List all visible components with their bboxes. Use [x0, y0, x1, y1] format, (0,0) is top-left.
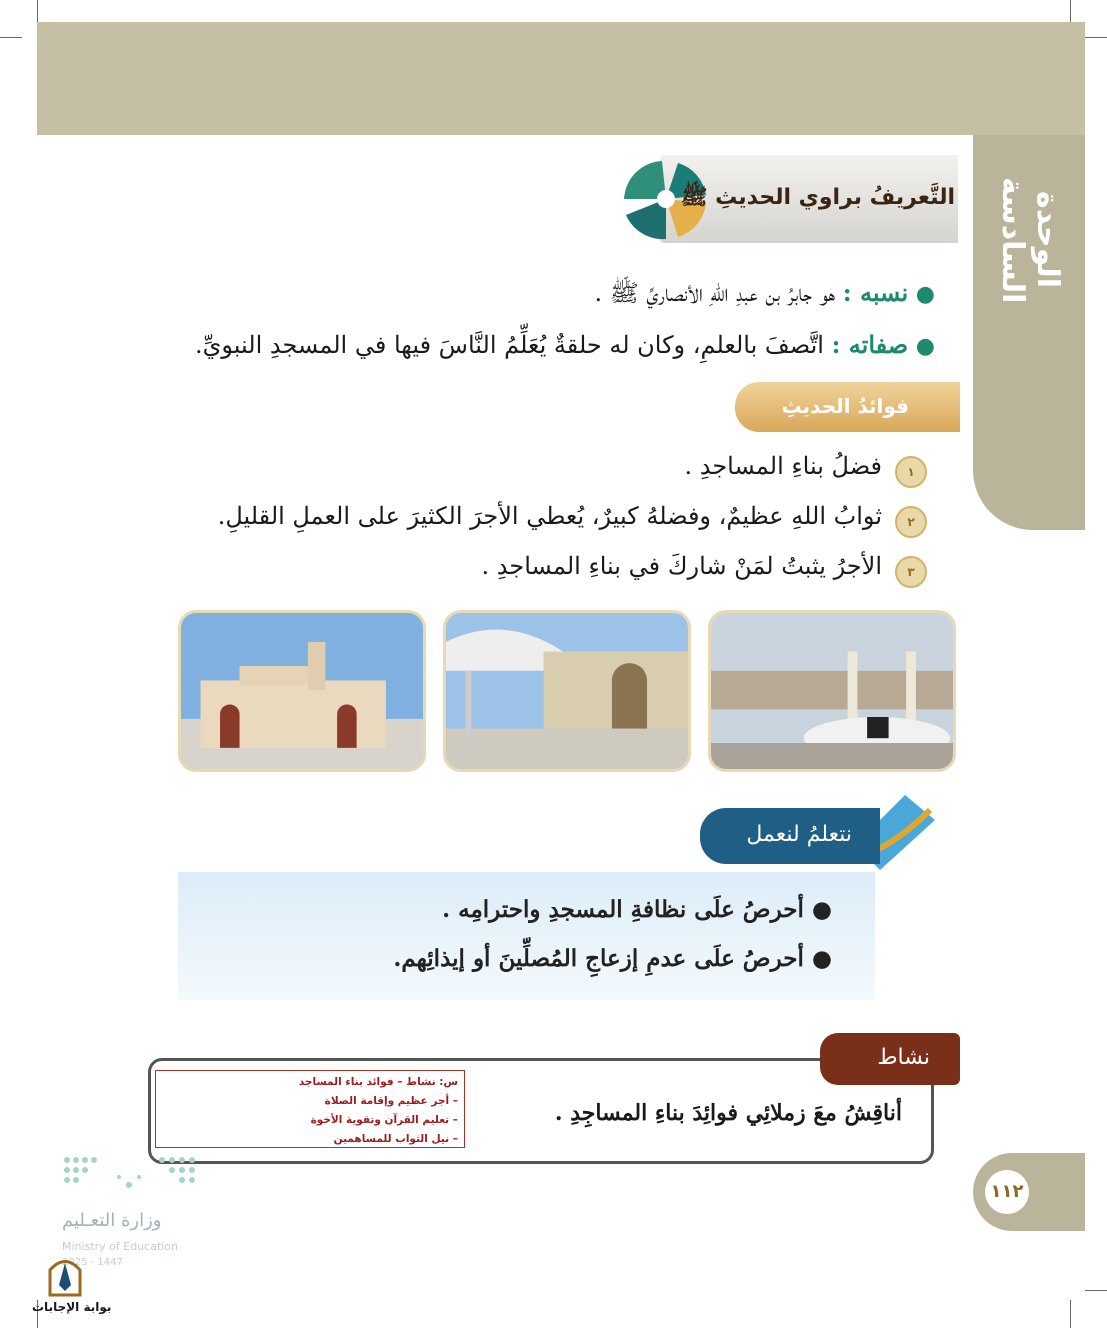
portal-logo-icon: [45, 1255, 85, 1297]
ministry-logo-icon: [62, 1155, 197, 1200]
crop-mark: [0, 37, 22, 38]
haram-photo: [708, 610, 956, 772]
number-badge: ٣: [895, 556, 927, 588]
prophet-mosque-photo: [443, 610, 691, 772]
learn-title: نتعلمُ لنعمل: [746, 822, 852, 847]
crop-mark: [1070, 1300, 1071, 1328]
page-number: ١١٢: [985, 1170, 1029, 1214]
answer-line: – أجر عظيم وإقامة الصلاة: [324, 1095, 458, 1107]
crop-mark: [1085, 37, 1107, 38]
ministry-year: 2025 - 1447: [62, 1257, 123, 1268]
activity-label: نشاط: [877, 1045, 930, 1070]
ministry-name-ar: وزارة التعـليم: [62, 1210, 162, 1231]
bullet-dot-icon: ●: [915, 282, 935, 307]
number-badge: ٢: [895, 506, 927, 538]
learn-item-text: أحرصُ علَى عدمِ إزعاجِ المُصلِّينَ أو إيذائِهم.: [393, 945, 804, 972]
bullet-dot-icon: ●: [915, 334, 935, 359]
learn-item-text: أحرصُ علَى نظافةِ المسجدِ واحترامِه .: [442, 896, 804, 923]
answer-line: – تعليم القرآن وتقوية الأخوة: [310, 1114, 458, 1126]
question-mark-icon: ?: [934, 1028, 962, 1084]
benefit-item: ثوابُ اللهِ عظيمٌ، وفضلهُ كبيرٌ، يُعطي الأجرَ الكثيرَ على العملِ القليلِ.: [217, 502, 882, 530]
benefits-title: فوائدُ الحديثِ: [781, 394, 909, 418]
crop-mark: [37, 0, 38, 22]
learn-panel: [178, 872, 875, 1000]
activity-question: أناقِشُ معَ زملائِي فوائِدَ بناءِ المساجِدِ .: [554, 1100, 902, 1126]
traits-text: اتَّصفَ بالعلمِ، وكان له حلقةٌ يُعَلِّمُ النَّاسَ فيها في المسجدِ النبويِّ.: [194, 331, 824, 359]
learn-item: [442, 896, 832, 923]
lineage-label: نسبه :: [842, 278, 909, 307]
answer-line: س: نشاط – فوائد بناء المساجد: [298, 1076, 458, 1088]
section-title: التَّعريفُ براوي الحديثِ ﷺ: [680, 185, 955, 210]
unit-title: الوحدة السادسة: [995, 176, 1065, 304]
number-badge: ١: [895, 456, 927, 488]
traits-line: [195, 330, 935, 359]
mosque-photo: [178, 610, 426, 772]
crop-mark: [1085, 1290, 1107, 1291]
crop-mark: [1070, 0, 1071, 22]
lineage-text: هو جابرُ بن عبدِ اللهِ الأنصاريِّ ﷺ .: [594, 279, 836, 307]
answer-line: – نيل الثواب للمساهمين: [333, 1133, 458, 1145]
header-band: [37, 22, 1085, 135]
lineage-line: [594, 278, 935, 313]
benefit-item: فضلُ بناءِ المساجدِ .: [684, 452, 882, 480]
ministry-name-en: Ministry of Education: [62, 1240, 179, 1253]
learn-item: [393, 945, 832, 972]
bullet-dot-icon: ●: [811, 896, 832, 923]
benefit-item: الأجرُ يثبتُ لمَنْ شاركَ في بناءِ المساجدِ .: [481, 552, 882, 580]
portal-name: بوابة الإجابات: [32, 1300, 112, 1314]
bullet-dot-icon: ●: [811, 945, 832, 972]
traits-label: صفاته :: [831, 330, 909, 359]
answer-note: [155, 1070, 465, 1148]
